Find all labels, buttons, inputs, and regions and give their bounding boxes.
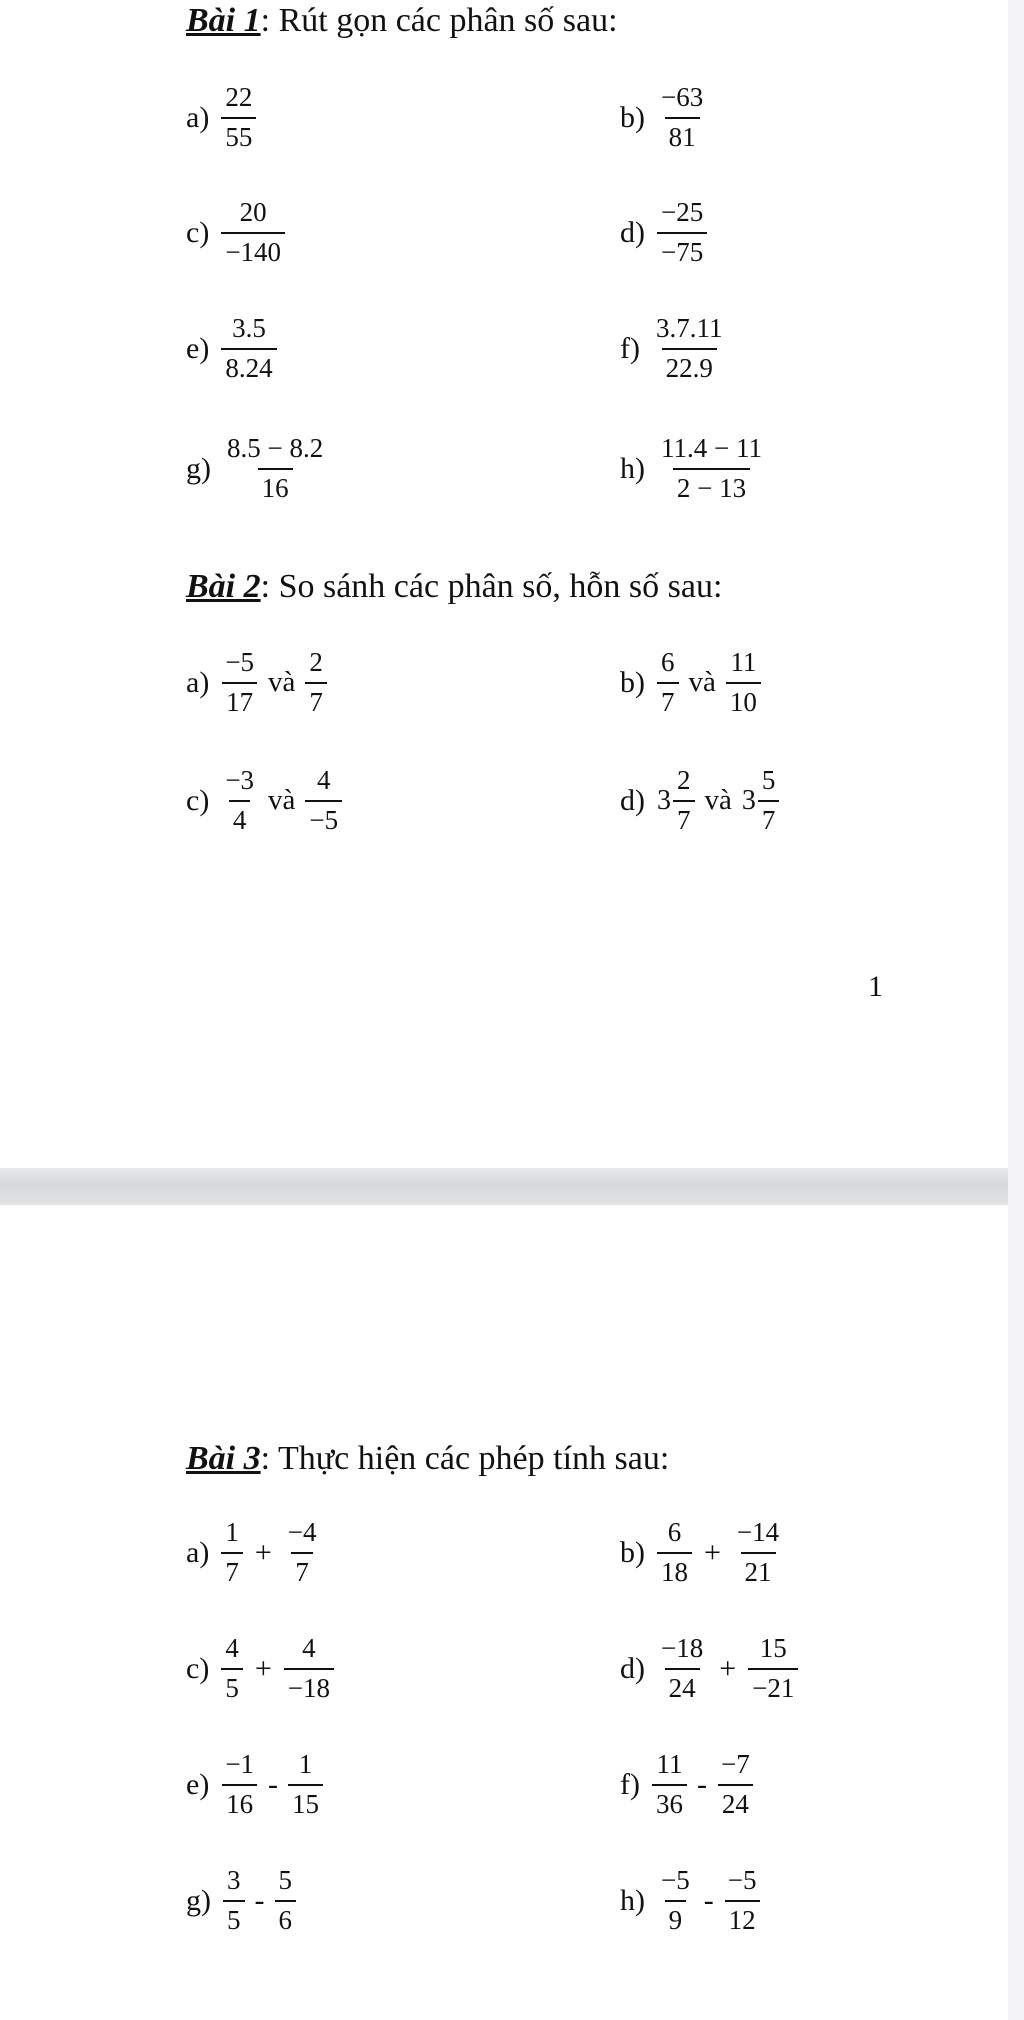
numerator: −4 (287, 1517, 317, 1547)
item-letter: d) (620, 1651, 645, 1685)
numerator: −63 (661, 82, 704, 112)
fraction (221, 1634, 243, 1703)
numerator: 11.4 − 11 (661, 433, 762, 463)
numerator: 6 (667, 1517, 682, 1547)
numerator: 3.5 (232, 313, 266, 343)
numerator: −5 (225, 647, 255, 677)
denominator: −21 (748, 1668, 798, 1704)
fraction (284, 1634, 334, 1703)
numerator: 22 (225, 82, 253, 112)
fraction (223, 434, 327, 503)
numerator: 4 (225, 1633, 239, 1663)
numerator: −5 (727, 1865, 757, 1895)
numerator: 8.5 − 8.2 (227, 433, 324, 463)
fraction (657, 648, 679, 717)
operator: + (254, 1651, 272, 1685)
fraction (748, 1634, 798, 1703)
denominator: 4 (229, 800, 251, 836)
denominator: 36 (652, 1784, 687, 1820)
item-letter: f) (620, 331, 640, 365)
fraction (284, 1518, 321, 1587)
denominator: 17 (222, 682, 257, 718)
ex3-item-f (620, 1750, 754, 1819)
exercise3-title: : Thực hiện các phép tính sau: (260, 1440, 670, 1477)
numerator: −3 (225, 765, 255, 795)
denominator: 81 (665, 117, 700, 153)
denominator: 10 (726, 682, 761, 718)
item-letter: g) (186, 1883, 211, 1917)
fraction (221, 1750, 258, 1819)
numerator: 5 (278, 1865, 292, 1895)
denominator: 7 (291, 1552, 313, 1588)
ex1-item-a (186, 83, 256, 152)
ex3-item-b (620, 1518, 783, 1587)
denominator: 24 (718, 1784, 753, 1820)
connector-word: và (268, 666, 296, 699)
numerator: −1 (225, 1749, 255, 1779)
fraction (657, 83, 707, 152)
fraction (657, 1866, 694, 1935)
ex3-item-e (186, 1750, 323, 1819)
item-letter: a) (186, 1535, 210, 1569)
numerator: −18 (661, 1633, 704, 1663)
fraction (652, 1750, 687, 1819)
item-letter: h) (620, 451, 645, 485)
connector-word: và (688, 666, 716, 699)
operator: - (696, 1767, 707, 1801)
numerator: 2 (677, 765, 691, 795)
fraction (652, 314, 727, 383)
denominator: 5 (221, 1668, 243, 1704)
numerator: −14 (736, 1517, 780, 1547)
numerator: −7 (720, 1749, 750, 1779)
item-letter: h) (620, 1883, 645, 1917)
numerator: 11 (730, 647, 757, 677)
denominator: 16 (222, 1784, 257, 1820)
denominator: 7 (758, 800, 780, 836)
numerator: −5 (661, 1865, 690, 1895)
fraction (221, 766, 258, 835)
fraction (657, 1518, 692, 1587)
fraction (221, 83, 256, 152)
page-separator (0, 1168, 1008, 1205)
exercise2-title: : So sánh các phân số, hỗn số sau: (260, 568, 723, 605)
exercise1-title: : Rút gọn các phân số sau: (260, 2, 618, 39)
ex2-item-d (620, 766, 779, 835)
item-letter: a) (186, 100, 210, 134)
item-letter: c) (186, 783, 210, 817)
item-letter: b) (620, 100, 645, 134)
ex1-item-d (620, 198, 707, 267)
denominator: 6 (275, 1900, 297, 1936)
item-letter: g) (186, 451, 211, 485)
fraction (305, 766, 342, 835)
fraction (221, 198, 285, 267)
fraction (275, 1866, 297, 1935)
denominator: 22.9 (662, 348, 717, 384)
numerator: −25 (661, 197, 704, 227)
fraction (657, 434, 766, 503)
denominator: −140 (221, 232, 285, 268)
denominator: 7 (657, 682, 679, 718)
fraction (223, 1866, 245, 1935)
numerator: 4 (302, 1633, 316, 1663)
mixed-number (657, 766, 695, 835)
item-letter: a) (186, 665, 210, 699)
fraction (733, 1518, 783, 1587)
denominator: 7 (221, 1552, 243, 1588)
fraction (221, 648, 258, 717)
fraction (673, 766, 695, 835)
exercise2-label: Bài 2 (186, 568, 261, 605)
exercise2-heading (186, 568, 722, 606)
fraction (305, 648, 327, 717)
fraction (724, 1866, 761, 1935)
denominator: 9 (665, 1900, 687, 1936)
ex3-item-d (620, 1634, 798, 1703)
denominator: 2 − 13 (673, 468, 750, 504)
fraction (288, 1750, 323, 1819)
numerator: 20 (239, 197, 267, 227)
ex2-item-b (620, 648, 761, 717)
page-number: 1 (868, 970, 883, 1003)
connector-word: và (268, 784, 296, 817)
item-letter: e) (186, 331, 210, 365)
numerator: 3.7.11 (655, 313, 723, 343)
ex1-item-c (186, 198, 285, 267)
fraction (657, 198, 707, 267)
whole-part: 3 (741, 784, 756, 816)
numerator: 1 (225, 1517, 239, 1547)
operator: + (719, 1651, 737, 1685)
ex1-item-b (620, 83, 707, 152)
ex2-item-c (186, 766, 342, 835)
denominator: 12 (725, 1900, 760, 1936)
numerator: 6 (661, 647, 675, 677)
denominator: 24 (665, 1668, 700, 1704)
operator: + (254, 1535, 272, 1569)
item-letter: f) (620, 1767, 640, 1801)
exercise1-label: Bài 1 (186, 2, 261, 39)
item-letter: c) (186, 215, 210, 249)
document-page-2 (0, 1205, 1008, 2020)
numerator: 2 (309, 647, 323, 677)
fraction (221, 1518, 243, 1587)
denominator: 5 (223, 1900, 245, 1936)
numerator: 15 (759, 1633, 787, 1663)
ex2-item-a (186, 648, 327, 717)
scroll-track (1008, 0, 1024, 2020)
denominator: 15 (288, 1784, 323, 1820)
item-letter: c) (186, 1651, 210, 1685)
operator: - (703, 1883, 714, 1917)
denominator: −18 (284, 1668, 334, 1704)
fraction (221, 314, 276, 383)
mixed-number (742, 766, 780, 835)
fraction (717, 1750, 754, 1819)
denominator: 18 (657, 1552, 692, 1588)
whole-part: 3 (657, 784, 671, 816)
denominator: −5 (305, 800, 342, 836)
denominator: 7 (673, 800, 695, 836)
numerator: 1 (298, 1749, 313, 1779)
exercise3-heading (186, 1440, 669, 1478)
numerator: 3 (227, 1865, 241, 1895)
ex3-item-g (186, 1866, 296, 1935)
ex3-item-a (186, 1518, 320, 1587)
exercise1-heading (186, 2, 618, 40)
denominator: 55 (221, 117, 256, 153)
item-letter: d) (620, 215, 645, 249)
ex3-item-h (620, 1866, 760, 1935)
denominator: 8.24 (221, 348, 276, 384)
ex1-item-e (186, 314, 277, 383)
operator: + (704, 1535, 721, 1569)
denominator: 7 (305, 682, 327, 718)
numerator: 5 (761, 765, 776, 795)
fraction (758, 766, 780, 835)
ex1-item-h (620, 434, 766, 503)
item-letter: b) (620, 665, 645, 699)
fraction (657, 1634, 707, 1703)
connector-word: và (704, 784, 732, 817)
fraction (726, 648, 761, 717)
ex1-item-g (186, 434, 327, 503)
item-letter: e) (186, 1767, 210, 1801)
ex3-item-c (186, 1634, 334, 1703)
denominator: 16 (258, 468, 293, 504)
denominator: −75 (657, 232, 707, 268)
denominator: 21 (741, 1552, 776, 1588)
numerator: 4 (317, 765, 331, 795)
numerator: 11 (656, 1749, 683, 1779)
operator: - (254, 1883, 265, 1917)
item-letter: b) (620, 1535, 645, 1569)
operator: - (268, 1767, 279, 1801)
item-letter: d) (620, 783, 645, 817)
ex1-item-f (620, 314, 726, 383)
exercise3-label: Bài 3 (186, 1440, 261, 1477)
